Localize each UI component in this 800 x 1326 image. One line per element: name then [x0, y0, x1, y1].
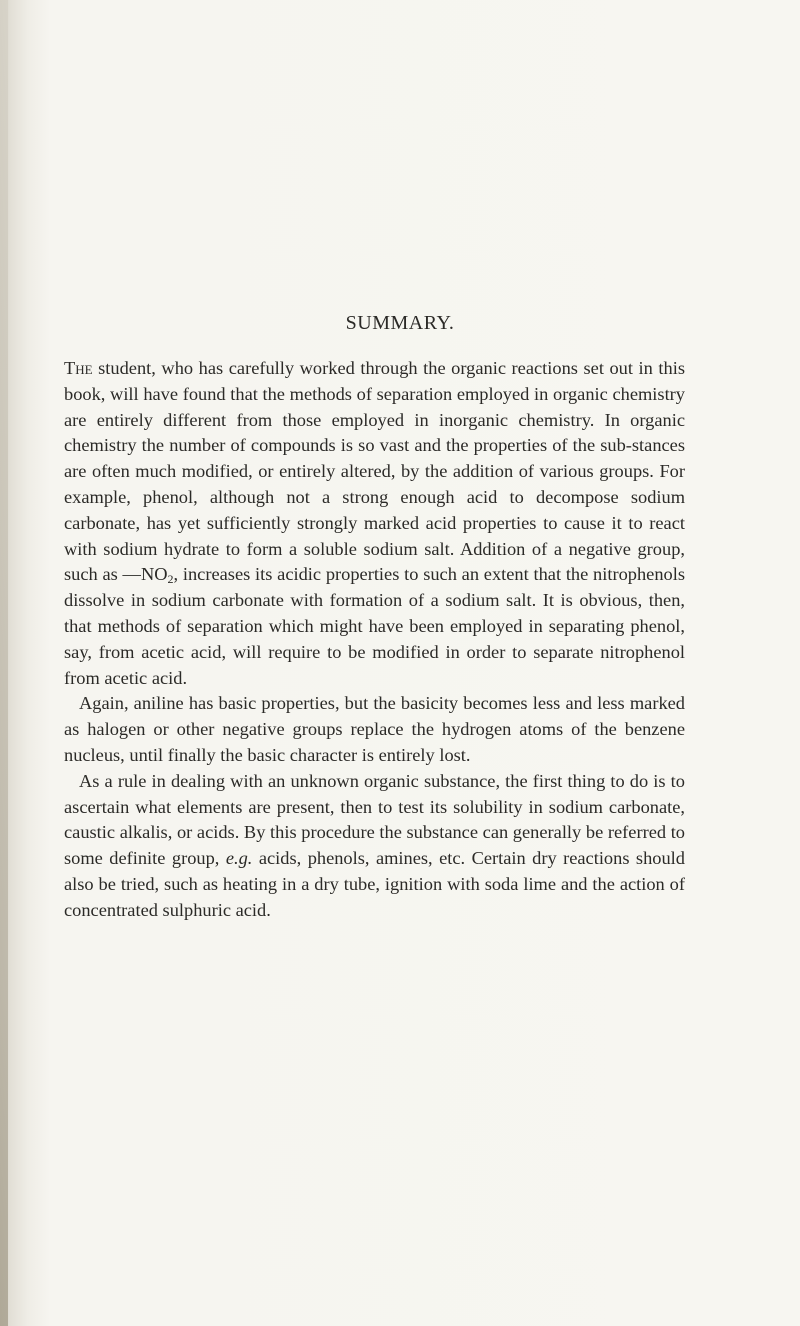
page-title: SUMMARY.: [345, 312, 455, 334]
paragraph-1: [64, 356, 685, 691]
nitro-subscript: 2: [167, 572, 174, 587]
paragraph-3-text-part-1: As a rule in dealing with an unknown organic substance, the first thing to do is to ascertain what elements are present, then to test its solubility in sodium carbonate, caustic alkalis, or acids. By this procedure the substance can generally be referred to some definite group,: [64, 770, 685, 869]
paragraph-3-text-part-2: acids, phenols, amines, etc. Certain dry reactions should also be tried, such as heating in a dry tube, ignition with soda lime and the action of concentrated sulphuric acid.: [64, 848, 685, 920]
paragraph-1-lead-word: The: [64, 358, 93, 378]
page-spine-shadow: [0, 0, 8, 1326]
eg-abbreviation: e.g.: [225, 848, 253, 869]
paragraph-2: Again, aniline has basic properties, but the basicity becomes less and less marked as halogen or other negative groups replace the hydrogen atoms of the benzene nucleus, until finally the basic character is entirely lost.: [64, 693, 685, 765]
paragraph-1-text-part-2: , increases its acidic properties to such an extent that the nitrophenols dissolve in sodium carbonate with formation of a sodium salt. It is obvious, then, that methods of separation which might have been employed in separating phenol, say, from acetic acid, will require to be modified in order to separate nitrophenol from acetic acid.: [64, 564, 685, 688]
paragraph-3: [64, 769, 685, 924]
summary-body: [64, 356, 685, 924]
paragraph-1-text-part-1: student, who has carefully worked through the organic reactions set out in this book, will have found that the methods of separation employed in organic chemistry are entirely different from those employed in inorganic chemistry. In organic chemistry the number of compounds is so vast and the properties of the sub-stances are often much modified, or entirely altered, by the addition of various groups. For example, phenol, although not a strong enough acid to decompose sodium carbonate, has yet sufficiently strongly marked acid properties to cause it to react with sodium hydrate to form a soluble sodium salt. Addition of a negative group, such as —NO: [64, 358, 685, 585]
